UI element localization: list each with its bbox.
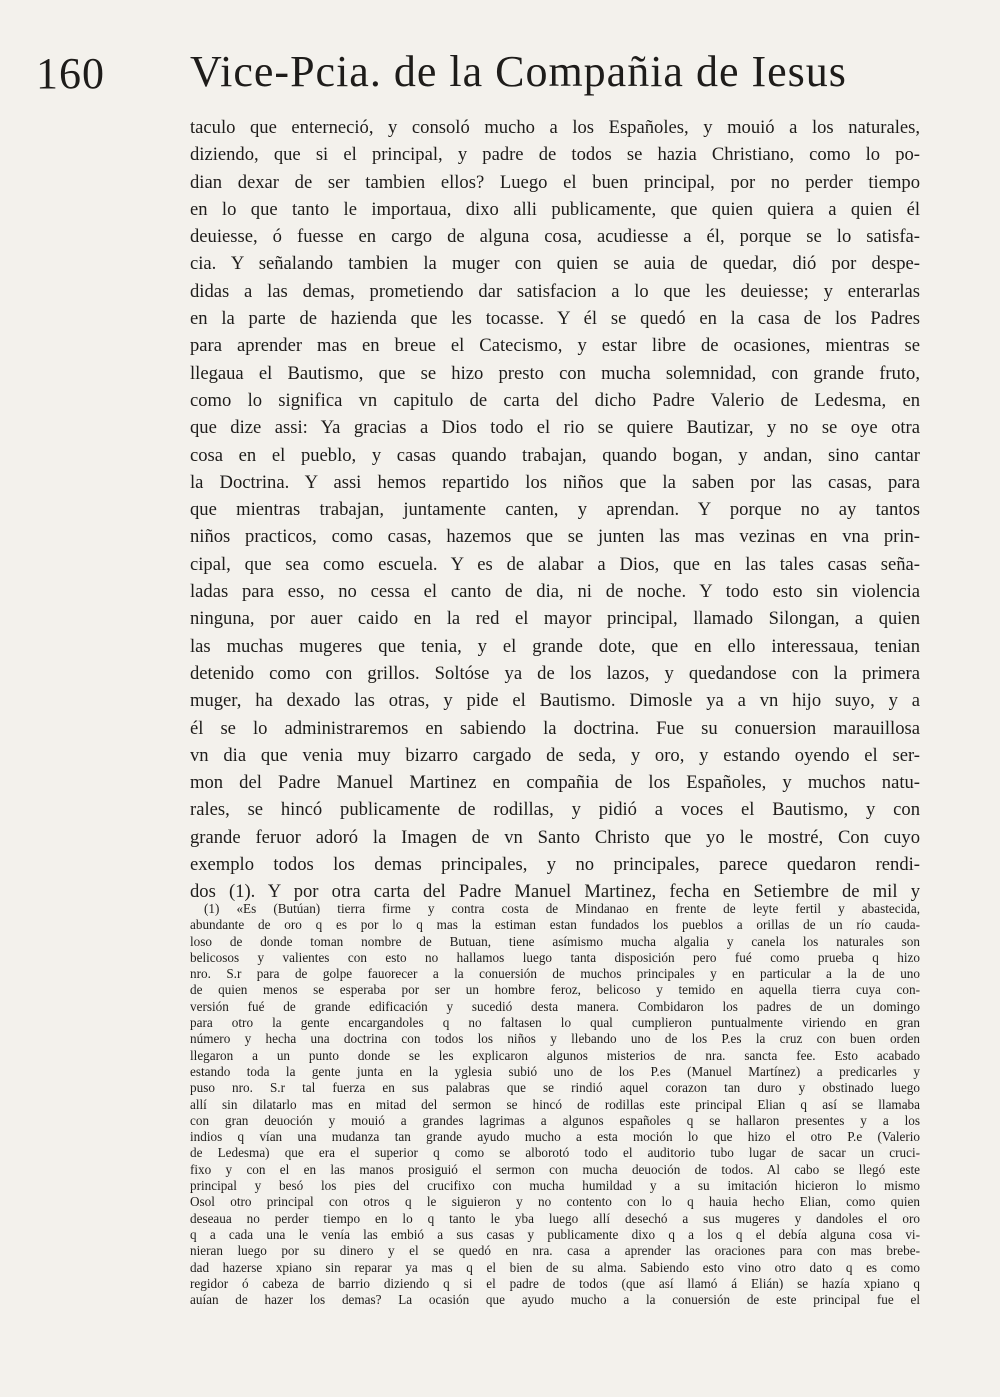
footnote-line: allí sin dilatarlo mas en mitad del sermon se hincó de rodillas este principal Elian q así se llamaba — [190, 1096, 920, 1112]
body-line: ladas para esso, no cessa el canto de dia, ni de noche. Y todo esto sin violencia — [190, 581, 920, 603]
footnote-line: estando toda la gente junta en la yglesia subió uno de los P.es (Manuel Martínez) a predicarles y — [190, 1063, 920, 1079]
running-title: Vice-Pcia. de la Compañia de Iesus — [190, 47, 847, 96]
footnote-line: puso nro. S.r tal fuerza en sus palabras que se rindió aquel corazon tan duro y obstinado luego — [190, 1080, 920, 1096]
footnote-line: nieran luego por su dinero y el se quedó en nra. casa a aprender las oraciones para con mas brebe- — [190, 1243, 920, 1259]
body-line: ninguna, por auer caido en la red el mayor principal, llamado Silongan, a quien — [190, 608, 920, 630]
body-line: dos (1). Y por otra carta del Padre Manuel Martinez, fecha en Setiembre de mil y — [190, 881, 920, 903]
footnote-line: belicosos y valientes con esto no hallamos luego tanta disposición pero fué como prueba q hizo — [190, 949, 920, 965]
footnote-line: principal y besó los pies del crucifixo con mucha humildad y a su imitación hicieron lo mismo — [190, 1178, 920, 1194]
body-line: detenido como con grillos. Soltóse ya de los lazos, y quedandose con la primera — [190, 662, 920, 684]
footnote-line: llegaron a un punto donde se les explicaron algunos misterios de nra. sancta fee. Esto acabado — [190, 1047, 920, 1063]
footnote — [190, 901, 920, 1308]
body-line: que mientras trabajan, juntamente canten, y aprendan. Y porque no ay tantos — [190, 499, 920, 521]
footnote-line: regidor ó cabeza de barrio diziendo q si el padre de todos (que así llamó á Elián) se hazía xpiano q — [190, 1275, 920, 1291]
body-line: que dize assi: Ya gracias a Dios todo el rio se quiere Bautizar, y no se oye otra — [190, 417, 920, 439]
body-line: llegaua el Bautismo, que se hizo presto con mucha solemnidad, con grande fruto, — [190, 362, 920, 384]
footnote-line: q a cada una le venía las embió a sus casas y publicamente dixo q a los q el debía alguna cosa vi- — [190, 1226, 920, 1242]
body-line: para aprender mas en breue el Catecismo, y estar libre de ocasiones, mientras se — [190, 335, 920, 357]
footnote-line: dad hazerse xpiano sin reparar ya mas q el bien de su alma. Sabiendo esto vino otro dato q es como — [190, 1259, 920, 1275]
body-line: la Doctrina. Y assi hemos repartido los niños que la saben por las casas, para — [190, 471, 920, 493]
main-text — [190, 114, 920, 906]
body-line: en lo que tanto le importaua, dixo alli publicamente, que quien quiera a quien él — [190, 198, 920, 220]
body-line: las muchas mugeres que tenia, y el grande dote, que en ello interessaua, tenian — [190, 635, 920, 657]
footnote-line: abundante de oro q es por lo q mas la estiman estan fundados los pueblos a orillas de un río cauda- — [190, 917, 920, 933]
body-line: taculo que enterneció, y consoló mucho a los Españoles, y mouió a los naturales, — [190, 117, 920, 138]
footnote-line: Osol otro principal con otros q le siguieron y no contento con lo q hauia hecho Elian, como quien — [190, 1194, 920, 1210]
body-line: en la parte de hazienda que les tocasse. Y él se quedó en la casa de los Padres — [190, 308, 920, 330]
footnote-line: loso de donde toman nombre de Butuan, tiene asímismo mucha algalia y canela los naturales son — [190, 933, 920, 949]
body-line: cia. Y señalando tambien la muger con quien se auia de quedar, dió por despe- — [190, 253, 920, 275]
body-line: cosa en el pueblo, y casas quando trabajan, quando bogan, y andan, sino cantar — [190, 444, 920, 466]
body-line: exemplo todos los demas principales, y no principales, parece quedaron rendi- — [190, 854, 920, 876]
footnote-line: versión fué de grande edificación y sucedió desta manera. Combidaron los padres de un domingo — [190, 998, 920, 1014]
footnote-line: con gran deuoción y mouió a grandes lagrimas a algunos españoles q se hallaron presentes y a los — [190, 1112, 920, 1128]
footnote-line: deseaua no perder tiempo en lo q tanto le yba luego allí desechó a sus mugeres y dandoles el oro — [190, 1210, 920, 1226]
body-line: como lo significa vn capitulo de carta del dicho Padre Valerio de Ledesma, en — [190, 389, 920, 411]
footnote-line: indios q vían una mudanza tan grande ayudo mucho a esta moción lo que hizo el otro P.e (Valerio — [190, 1129, 920, 1145]
body-line: grande feruor adoró la Imagen de vn Santo Christo que yo le mostré, Con cuyo — [190, 826, 920, 848]
body-line: deuiesse, ó fuesse en cargo de alguna cosa, acudiesse a él, porque se lo satisfa- — [190, 226, 920, 248]
footnote-line: de quien menos se esperaba por ser un hombre feroz, belicoso y temido en aquella tierra cuya con- — [190, 982, 920, 998]
body-line: vn dia que venia muy bizarro cargado de seda, y oro, y estando oyendo el ser- — [190, 744, 920, 766]
body-line: cipal, que sea como escuela. Y es de alabar a Dios, que en las tales casas seña- — [190, 553, 920, 575]
footnote-line: (1) «Es (Butúan) tierra firme y contra costa de Mindanao en frente de leyte fertil y abastecida, — [204, 901, 920, 916]
body-line: diziendo, que si el principal, y padre de todos se hazia Christiano, como lo po- — [190, 144, 920, 166]
body-line: mon del Padre Manuel Martinez en compañia de los Españoles, y muchos natu- — [190, 772, 920, 794]
body-line: niños practicos, como casas, hazemos que se junten las mas vezinas en vna prin- — [190, 526, 920, 548]
footnote-line: nro. S.r para de golpe fauorecer a la conuersión de muchos principales y en particular a la de uno — [190, 966, 920, 982]
body-line: muger, ha dexado las otras, y pide el Bautismo. Dimosle ya a vn hijo suyo, y a — [190, 690, 920, 712]
body-line: rales, se hincó publicamente de rodillas, y pidió a voces el Bautismo, y con — [190, 799, 920, 821]
footnote-line: auían de hazer los demas? La ocasión que ayudo mucho a la conuersión de este principal fue el — [190, 1292, 920, 1308]
body-line: dian dexar de ser tambien ellos? Luego el buen principal, por no perder tiempo — [190, 171, 920, 193]
footnote-line: número y hecha una doctrina con todos los niños y llebando uno de los P.es la cruz con buen orden — [190, 1031, 920, 1047]
page-number: 160 — [36, 49, 105, 98]
body-line: él se lo administraremos en sabiendo la doctrina. Fue su conuersion marauillosa — [190, 717, 920, 739]
body-line: didas a las demas, prometiendo dar satisfacion a lo que les deuiesse; y enterarlas — [190, 280, 920, 302]
footnote-line: de Ledesma) que era el superior q como se alborotó todo el auditorio tubo lugar de sacar un cruci- — [190, 1145, 920, 1161]
footnote-line: fixo y con el en las manos prosiguió el sermon con mucha deuoción de todos. Al cabo se llegó este — [190, 1161, 920, 1177]
footnote-line: para otro la gente encargandoles q no faltasen lo qual cumplieron puntualmente viriendo en gran — [190, 1015, 920, 1031]
